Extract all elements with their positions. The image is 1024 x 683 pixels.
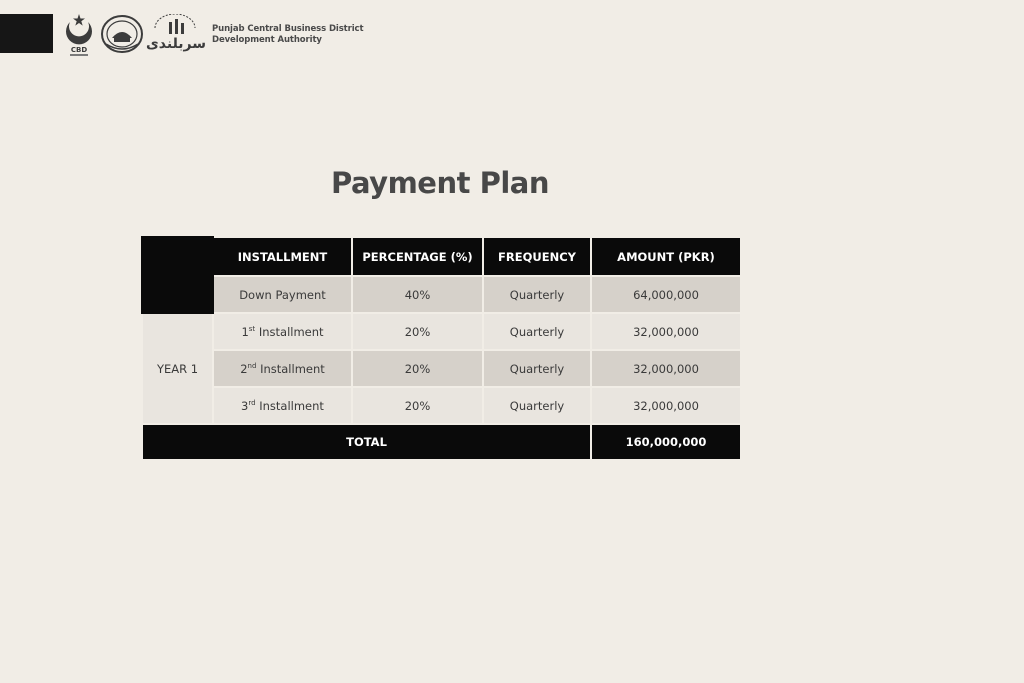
corner-tab — [0, 14, 53, 53]
down-payment-frequency: Quarterly — [483, 276, 591, 313]
header-amount: AMOUNT (PKR) — [591, 237, 741, 276]
installment-percentage: 20% — [352, 387, 483, 424]
table-header-row — [142, 237, 741, 276]
cbd-logo-text: CBD — [70, 46, 88, 54]
urdu-logo-text: سربلندی — [145, 36, 207, 52]
total-row — [142, 424, 741, 460]
table-row-down-payment — [142, 276, 741, 313]
installment-frequency: Quarterly — [483, 313, 591, 350]
org-name-line-1: Punjab Central Business District — [212, 24, 364, 34]
installment-frequency: Quarterly — [483, 387, 591, 424]
org-name-line-2: Development Authority — [212, 35, 322, 45]
punjab-crescent-logo — [62, 12, 96, 58]
installment-frequency: Quarterly — [483, 350, 591, 387]
installment-amount: 32,000,000 — [591, 313, 741, 350]
down-payment-percentage: 40% — [352, 276, 483, 313]
punjab-seal-logo — [100, 14, 144, 54]
installment-label: 2nd Installment — [213, 350, 352, 387]
installment-amount: 32,000,000 — [591, 387, 741, 424]
installment-label: 3rd Installment — [213, 387, 352, 424]
table-row — [142, 350, 741, 387]
page-title: Payment Plan — [331, 166, 549, 200]
installment-label: 1st Installment — [213, 313, 352, 350]
header-frequency: FREQUENCY — [483, 237, 591, 276]
installment-amount: 32,000,000 — [591, 350, 741, 387]
table-row — [142, 313, 741, 350]
year-label: YEAR 1 — [142, 313, 213, 424]
installment-percentage: 20% — [352, 350, 483, 387]
payment-plan-table — [141, 236, 742, 461]
installment-percentage: 20% — [352, 313, 483, 350]
down-payment-label: Down Payment — [213, 276, 352, 313]
sarbulandi-logo — [145, 14, 207, 54]
table-row — [142, 387, 741, 424]
corner-cell — [142, 237, 213, 313]
header-percentage: PERCENTAGE (%) — [352, 237, 483, 276]
total-amount: 160,000,000 — [591, 424, 741, 460]
total-label: TOTAL — [142, 424, 591, 460]
organization-name — [212, 24, 363, 46]
header-installment: INSTALLMENT — [213, 237, 352, 276]
down-payment-amount: 64,000,000 — [591, 276, 741, 313]
